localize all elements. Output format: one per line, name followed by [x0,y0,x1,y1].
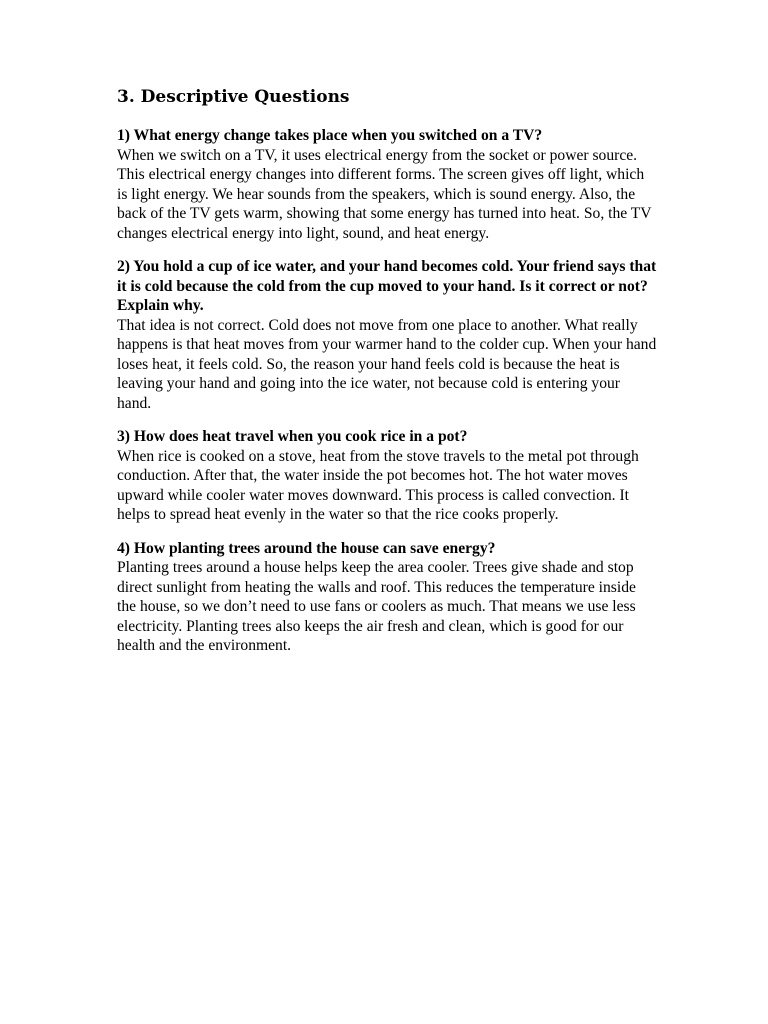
question-2: 2) You hold a cup of ice water, and your hand becomes cold. Your friend says that it is cold because the cold from the cup moved to your hand. Is it correct or not? Explain why. [117,258,657,314]
question-4: 4) How planting trees around the house can save energy? [117,539,496,557]
question-3: 3) How does heat travel when you cook rice in a pot? [117,428,468,445]
qa-item-1 [117,126,657,243]
section-heading: 3. Descriptive Questions [117,87,350,107]
qa-item-3 [117,427,657,525]
qa-item-4 [117,539,657,656]
answer-4: Planting trees around a house helps keep the area cooler. Trees give shade and stop direct sunlight from heating the walls and roof. This reduces the temperature inside the house, so we don’t need to use fans or coolers as much. That means we use less electricity. Planting trees also keeps the air fresh and clean, which is good for our health and the environment. [117,559,636,654]
question-1: 1) What energy change takes place when you switched on a TV? [117,127,543,144]
document-page [117,86,657,670]
answer-2: That idea is not correct. Cold does not move from one place to another. What really happens is that heat moves from your warmer hand to the colder cup. When your hand loses heat, it feels cold. So, the reason your hand feels cold is because the heat is leaving your hand and going into the ice water, not because cold is entering your hand. [117,316,657,412]
answer-3: When rice is cooked on a stove, heat from the stove travels to the metal pot through conduction. After that, the water inside the pot becomes hot. The hot water moves upward while cooler water moves downward. This process is called convection. It helps to spread heat evenly in the water so that the rice cooks properly. [117,447,639,523]
answer-1: When we switch on a TV, it uses electrical energy from the socket or power source. This electrical energy changes into different forms. The screen gives off light, which is light energy. We hear sounds from the speakers, which is sound energy. Also, the back of the TV gets warm, showing that some energy has turned into heat. So, the TV changes electrical energy into light, sound, and heat energy. [117,146,652,242]
qa-item-2 [117,257,657,413]
